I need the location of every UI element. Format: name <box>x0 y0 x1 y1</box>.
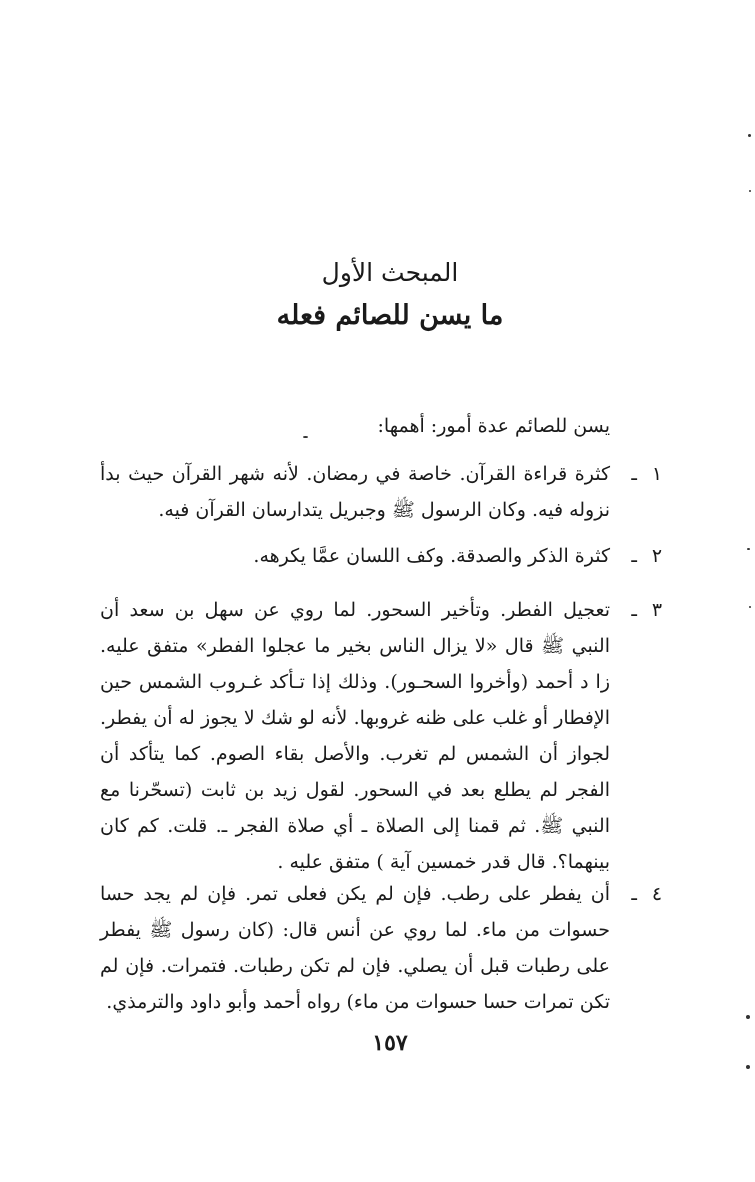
item-number: ٢ <box>651 545 663 567</box>
page-number: ١٥٧ <box>372 1030 408 1056</box>
scan-speck <box>749 190 751 192</box>
item-dash: ـ <box>631 545 637 567</box>
list-item <box>100 456 665 528</box>
scan-speck <box>746 1015 750 1019</box>
scan-speck <box>746 1065 750 1069</box>
item-number: ١ <box>651 463 663 485</box>
item-text: كثرة قراءة القرآن. خاصة في رمضان. لأنه شهر القرآن حيث بدأ نزوله فيه. وكان الرسول ﷺ وجبريل يتدارسان القرآن فيه. <box>100 463 610 521</box>
item-number: ٣ <box>651 599 663 621</box>
scan-speck <box>303 436 308 438</box>
scan-speck <box>749 606 751 608</box>
item-text: كثرة الذكر والصدقة. وكف اللسان عمَّا يكرهه. <box>253 545 610 567</box>
section-subheading: ما يسن للصائم فعله <box>276 300 504 331</box>
scan-speck <box>748 134 751 137</box>
item-dash: ـ <box>631 599 637 621</box>
list-item <box>100 538 665 574</box>
intro-paragraph: يسن للصائم عدة أمور: أهمها: <box>377 415 610 437</box>
item-text: تعجيل الفطر. وتأخير السحور. لما روي عن سهل بن سعد أن النبي ﷺ قال «لا يزال الناس بخير ما عجلوا الفطر» متفق عليه. زا د أحمد (وأخروا السحـور). وذلك إذا تـأكد غـروب الشمس حين الإفطار أو غلب على ظنه غروبها. لأنه لو شك لا يجوز له أن يفطر. لجواز أن الشمس لم تغرب. والأصل بقاء الصوم. كما يتأكد أن الفجر لم يطلع بعد في السحور. لقول زيد بن ثابت (تسحّرنا مع النبي ﷺ. ثم قمنا إلى الصلاة ـ أي صلاة الفجر ـ. قلت. كم كان بينهما؟. قال قدر خمسين آية ) متفق عليه . <box>100 599 610 873</box>
list-item <box>100 592 665 880</box>
item-text: أن يفطر على رطب. فإن لم يكن فعلى تمر. فإن لم يجد حسا حسوات من ماء. لما روي عن أنس قال: (كان رسول ﷺ يفطر على رطبات قبل أن يصلي. فإن لم تكن رطبات. فتمرات. فإن لم تكن تمرات حسا حسوات من ماء) رواه أحمد وأبو داود والترمذي. <box>100 883 610 1013</box>
item-dash: ـ <box>631 463 637 485</box>
item-dash: ـ <box>631 883 637 905</box>
section-heading: المبحث الأول <box>321 258 459 287</box>
list-item <box>100 876 665 1020</box>
scan-speck <box>747 548 750 550</box>
item-number: ٤ <box>651 883 663 905</box>
